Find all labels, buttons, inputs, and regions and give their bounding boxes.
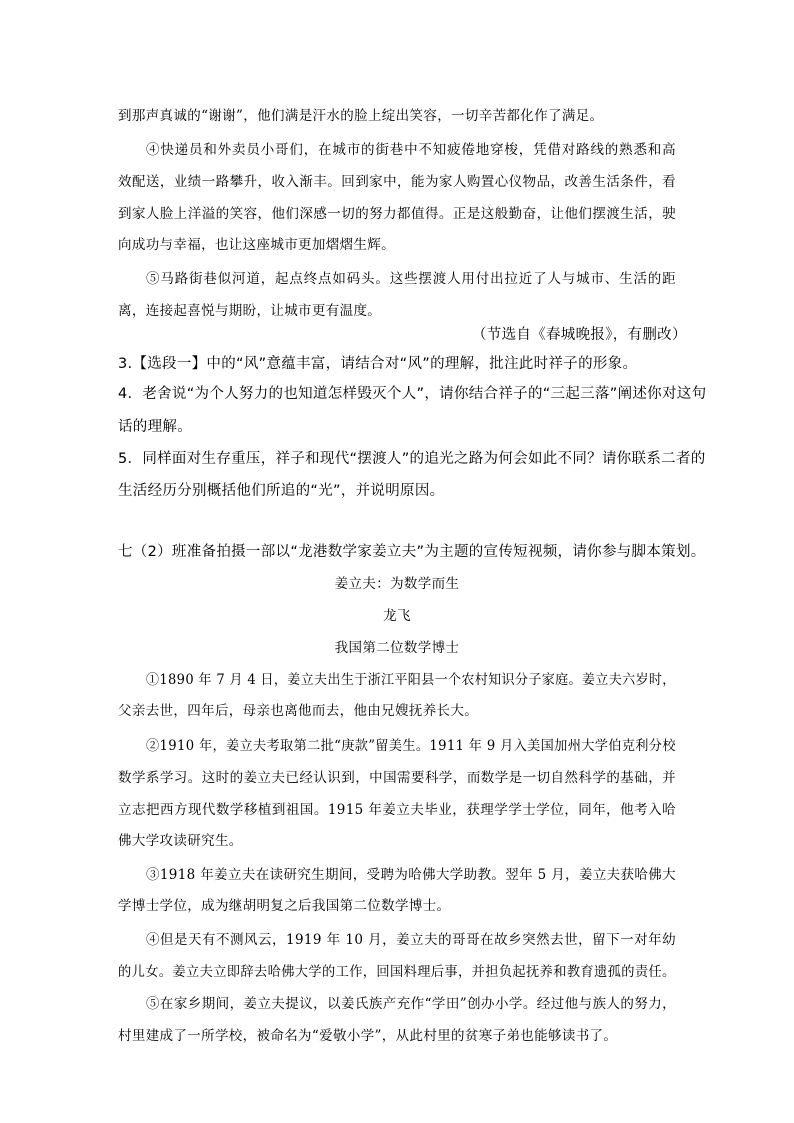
passage-paragraph-4-line: 向成功与幸福，也让这座城市更加熠熠生辉。 xyxy=(118,237,395,253)
article-paragraph-2-line: 立志把西方现代数学移植到祖国。1915 年姜立夫毕业，获理学学士学位，同年，他考入哈 xyxy=(118,802,676,818)
passage-source: （节选自《春城晚报》，有删改） xyxy=(472,327,687,343)
article-paragraph-2-line: 数学系学习。这时的姜立夫已经认识到，中国需要科学，而数学是一切自然科学的基础，并 xyxy=(118,770,676,786)
section-7-heading: 七（2）班准备拍摄一部以“龙港数学家姜立夫”为主题的宣传短视频，请你参与脚本策划。 xyxy=(118,544,706,560)
article-paragraph-2-line: 佛大学攻读研究生。 xyxy=(118,833,243,849)
passage-paragraph-4-line: 效配送，业绩一路攀升，收入渐丰。回到家中，能为家人购置心仪物品，改善生活条件，看 xyxy=(118,174,676,190)
article-title: 姜立夫：为数学而生 xyxy=(334,576,460,592)
article-paragraph-1-line: 父亲去世，四年后，母亲也离他而去，他由兄嫂抚养长大。 xyxy=(118,703,479,719)
article-subtitle: 我国第二位数学博士 xyxy=(334,640,460,656)
passage-paragraph-4-line: ④快递员和外卖员小哥们，在城市的街巷中不知疲倦地穿梭，凭借对路线的熟悉和高 xyxy=(146,142,676,158)
article-paragraph-3-line: 学博士学位，成为继胡明复之后我国第二位数学博士。 xyxy=(118,898,451,914)
article-paragraph-3-line: ③1918 年姜立夫在读研究生期间，受聘为哈佛大学助教。翌年 5 月，姜立夫获哈佛大 xyxy=(146,867,676,883)
passage-line: 到那声真诚的“谢谢”，他们满是汗水的脸上绽出笑容，一切辛苦都化作了满足。 xyxy=(118,108,604,124)
question-5-line: 生活经历分别概括他们所追的“光”，并说明原因。 xyxy=(118,483,445,499)
article-paragraph-5-line: ⑤在家乡期间，姜立夫提议，以姜氏族产充作“学田”创办小学。经过他与族人的努力， xyxy=(146,996,676,1012)
article-paragraph-1-line: ①1890 年 7 月 4 日，姜立夫出生于浙江平阳县一个农村知识分子家庭。姜立夫六岁时， xyxy=(146,672,676,688)
question-4-line: 4．老舍说“为个人努力的也知道怎样毁灭个人”，请你结合祥子的“三起三落”阐述你对这句 xyxy=(118,386,707,402)
question-4-line: 话的理解。 xyxy=(118,419,192,435)
article-paragraph-2-line: ②1910 年，姜立夫考取第二批“庚款”留美生。1911 年 9 月入美国加州大学伯克利分校 xyxy=(146,738,676,754)
article-author: 龙飞 xyxy=(383,608,411,624)
passage-paragraph-5-line: 离，连接起喜悦与期盼，让城市更有温度。 xyxy=(118,303,382,319)
passage-paragraph-5-line: ⑤马路街巷似河道，起点终点如码头。这些摆渡人用付出拉近了人与城市、生活的距 xyxy=(146,271,676,287)
passage-paragraph-4-line: 到家人脸上洋溢的笑容，他们深感一切的努力都值得。正是这般勤奋，让他们摆渡生活，驶 xyxy=(118,206,676,222)
question-5-line: 5．同样面对生存重压，祥子和现代“摆渡人”的追光之路为何会如此不同？请你联系二者的 xyxy=(118,451,706,467)
article-paragraph-4-line: 的儿女。姜立夫立即辞去哈佛大学的工作，回国料理后事，并担负起抚养和教育遗孤的责任。 xyxy=(118,964,676,980)
article-paragraph-4-line: ④但是天有不测风云，1919 年 10 月，姜立夫的哥哥在故乡突然去世，留下一对年幼 xyxy=(146,932,676,948)
article-paragraph-5-line: 村里建成了一所学校，被命名为“爱敬小学”，从此村里的贫寒子弟也能够读书了。 xyxy=(118,1028,618,1044)
question-3: 3.【选段一】中的“风”意蕴丰富，请结合对“风”的理解，批注此时祥子的形象。 xyxy=(118,356,638,372)
